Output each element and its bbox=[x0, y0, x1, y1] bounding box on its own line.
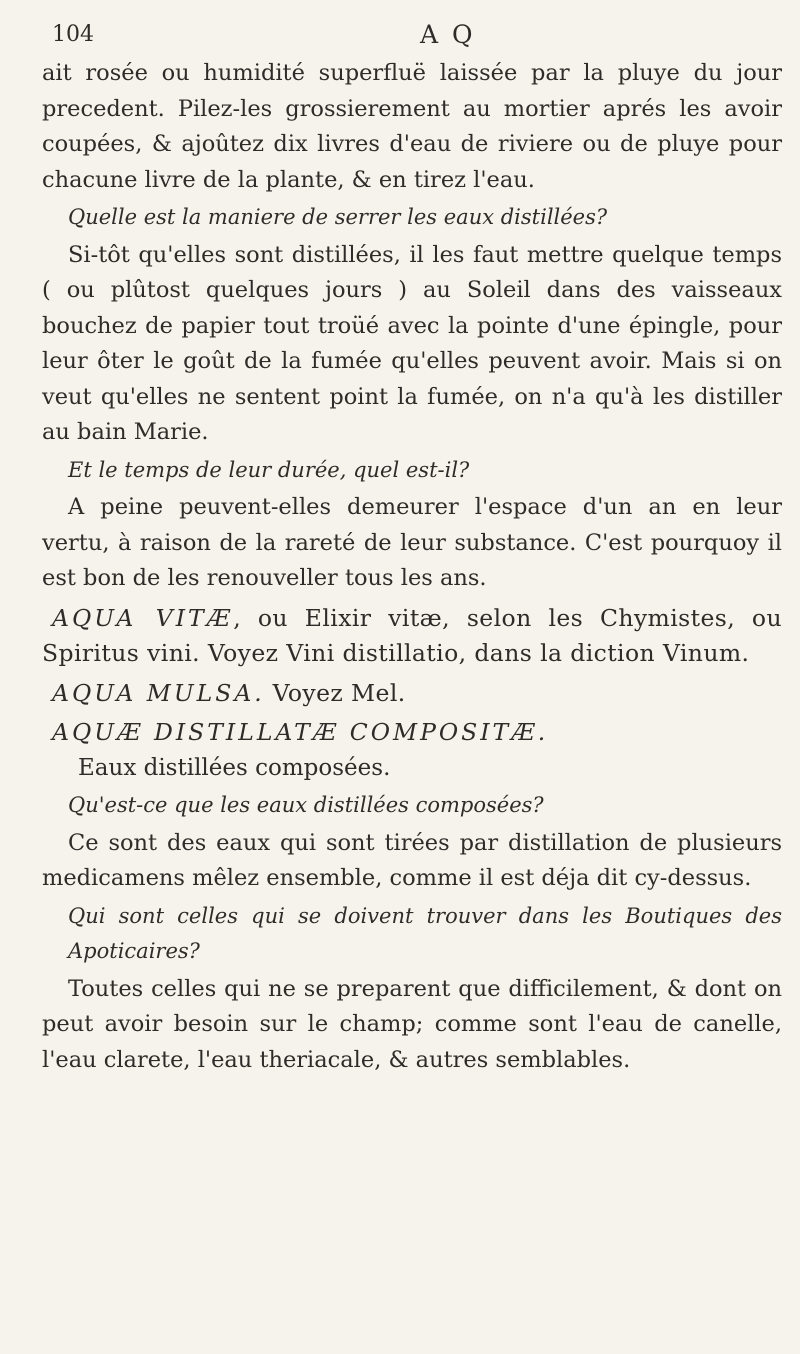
question-composees: Qu'est-ce que les eaux distillées composées? bbox=[68, 793, 544, 817]
page-header bbox=[38, 22, 786, 56]
entry-body-aqua-vitae: , ou Elixir vitæ, selon les Chymistes, ou Spiritus vini. Voyez Vini distillatio, dans la diction Vinum. bbox=[42, 603, 783, 667]
answer-duree: A peine peuvent-elles demeurer l'espace d'un an en leur vertu, à raison de la rareté de leur substance. C'est pourquoy il est bon de les renouveller tous les ans. bbox=[42, 494, 782, 591]
paragraph-continuation: ait rosée ou humidité superfluë laissée par la pluye du jour precedent. Pilez-les grossierement au mortier aprés les avoir coupées, & ajoûtez dix livres d'eau de riviere ou de pluye pour chacune livre de la plante, & en tirez l'eau. bbox=[42, 60, 782, 193]
entry-head-aqua-vitae: AQUA VITÆ bbox=[52, 603, 234, 632]
answer-boutiques: Toutes celles qui ne se preparent que difficilement, & dont on peut avoir besoin sur le champ; comme sont l'eau de canelle, l'eau clarete, l'eau theriacale, & autres semblables. bbox=[42, 975, 782, 1073]
entry-aquae-distillatae bbox=[42, 715, 782, 751]
question-boutiques: Qui sont celles qui se doivent trouver dans les Boutiques des Apoticaires? bbox=[68, 903, 782, 963]
answer-composees: Ce sont des eaux qui sont tirées par distillation de plusieurs medicamens mêlez ensemble, comme il est déja dit cy-dessus. bbox=[42, 829, 782, 891]
book-page bbox=[38, 22, 786, 1332]
entry-head-aqua-mulsa: AQUA MULSA. bbox=[52, 678, 265, 707]
running-head: A Q bbox=[420, 22, 476, 49]
page-number: 104 bbox=[52, 22, 94, 47]
page-body bbox=[42, 56, 782, 1078]
entry-aqua-mulsa bbox=[42, 676, 782, 712]
subhead-eaux-composees: Eaux distillées composées. bbox=[78, 754, 391, 781]
entry-body-aqua-mulsa: Voyez Mel. bbox=[264, 678, 406, 707]
question-serrer: Quelle est la maniere de serrer les eaux distillées? bbox=[68, 205, 608, 229]
question-duree: Et le temps de leur durée, quel est-il? bbox=[68, 457, 470, 482]
entry-head-aquae-distillatae: AQUÆ DISTILLATÆ COMPOSITÆ. bbox=[52, 718, 549, 746]
answer-serrer: Si-tôt qu'elles sont distillées, il les faut mettre quelque temps ( ou plûtost quelques jours ) au Soleil dans des vaisseaux bouchez de papier tout troüé avec la pointe d'une épingle, pour leur ôter le goût de la fumée qu'elles peuvent avoir. Mais si on veut qu'elles ne sentent point la fumée, on n'a qu'à les distiller au bain Marie. bbox=[42, 241, 782, 445]
entry-aqua-vitae bbox=[42, 601, 782, 672]
